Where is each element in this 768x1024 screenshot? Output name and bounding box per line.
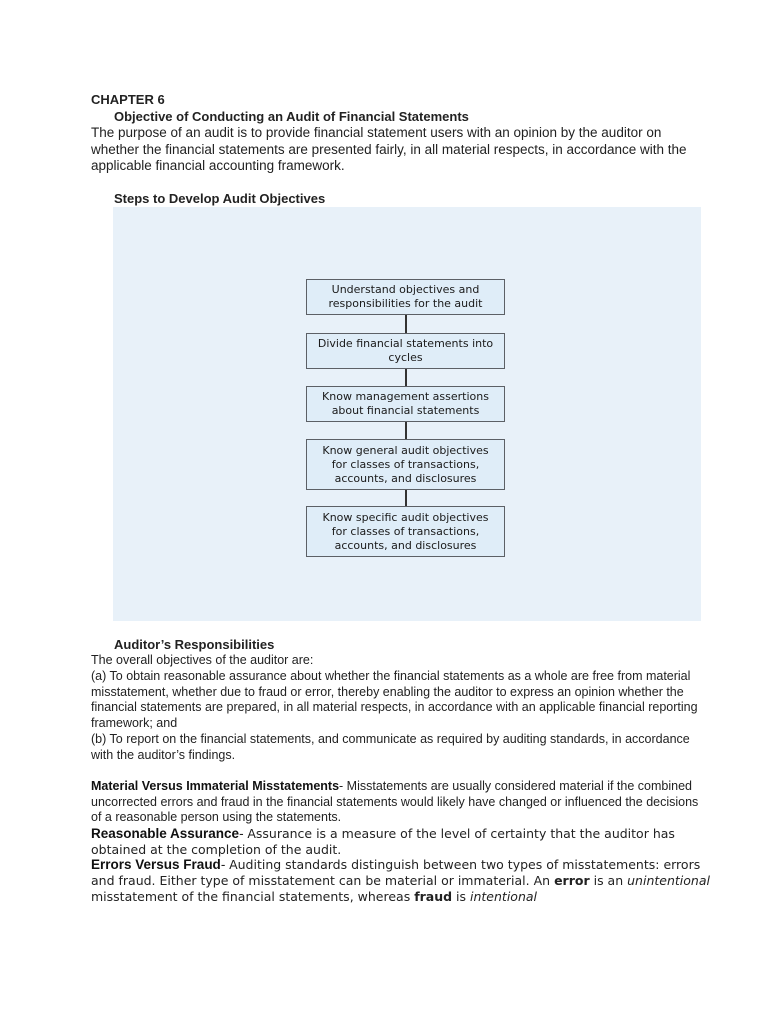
errors-text-3: misstatement of the financial statements, whereas xyxy=(91,889,415,904)
errors-text-1: Auditing standards distinguish between two types of misstatements: errors and fraud. Either type of misstatement can be material or immaterial. An xyxy=(91,857,701,888)
errors-text-4: is xyxy=(452,889,471,904)
reasonable-assurance-paragraph xyxy=(91,826,711,857)
objective-title: Objective of Conducting an Audit of Financial Statements xyxy=(114,109,469,124)
step-2-box: Divide financial statements into cycles xyxy=(306,333,505,369)
steps-title: Steps to Develop Audit Objectives xyxy=(114,191,326,206)
connector-line xyxy=(405,369,407,386)
errors-fraud-paragraph xyxy=(91,857,711,905)
connector-line xyxy=(405,490,407,506)
material-paragraph xyxy=(91,779,711,826)
unintentional-word: unintentional xyxy=(627,873,710,888)
material-term: Material Versus Immaterial Misstatements xyxy=(91,779,340,793)
fraud-word: fraud xyxy=(414,889,453,904)
responsibility-item-a: (a) To obtain reasonable assurance about whether the financial statements as a whole are free from material misstatement, whether due to fraud or error, thereby enabling the auditor to express an opinion whether the financial statements are prepared, in all material respects, in accordance with an applicable financial reporting framework; and xyxy=(91,668,698,731)
responsibility-item-b: (b) To report on the financial statements, and communicate as required by auditing standards, in accordance with the auditor’s findings. xyxy=(91,731,690,762)
responsibilities-title: Auditor’s Responsibilities xyxy=(114,637,275,652)
connector-line xyxy=(405,315,407,333)
material-text: - Misstatements are usually considered material if the combined uncorrected errors and fraud in the financial statements would likely have changed or influenced the decisions of a reasonable person using the statements. xyxy=(91,779,699,824)
reasonable-text: Assurance is a measure of the level of certainty that the auditor has obtained at the completion of the audit. xyxy=(91,826,675,857)
step-4-box: Know general audit objectives for classes of transactions, accounts, and disclosures xyxy=(306,439,505,490)
reasonable-term: Reasonable Assurance xyxy=(91,826,240,841)
error-word: error xyxy=(554,873,590,888)
intentional-word: intentional xyxy=(470,889,538,904)
errors-dash: - xyxy=(220,857,230,872)
responsibilities-intro: The overall objectives of the auditor are: xyxy=(91,653,314,667)
errors-text-2: is an xyxy=(589,873,628,888)
step-3-box: Know management assertions about financial statements xyxy=(306,386,505,422)
errors-term: Errors Versus Fraud xyxy=(91,857,221,872)
connector-line xyxy=(405,422,407,439)
chapter-heading: CHAPTER 6 xyxy=(91,92,165,107)
audit-objectives-flowchart xyxy=(113,207,701,621)
step-5-box: Know specific audit objectives for classes of transactions, accounts, and disclosures xyxy=(306,506,505,557)
step-1-box: Understand objectives and responsibilities for the audit xyxy=(306,279,505,315)
purpose-paragraph: The purpose of an audit is to provide financial statement users with an opinion by the auditor on whether the financial statements are presented fairly, in all material respects, in accordance with the applicable financial accounting framework. xyxy=(91,125,687,173)
responsibilities-section xyxy=(91,653,711,764)
reasonable-dash: - xyxy=(239,826,248,841)
